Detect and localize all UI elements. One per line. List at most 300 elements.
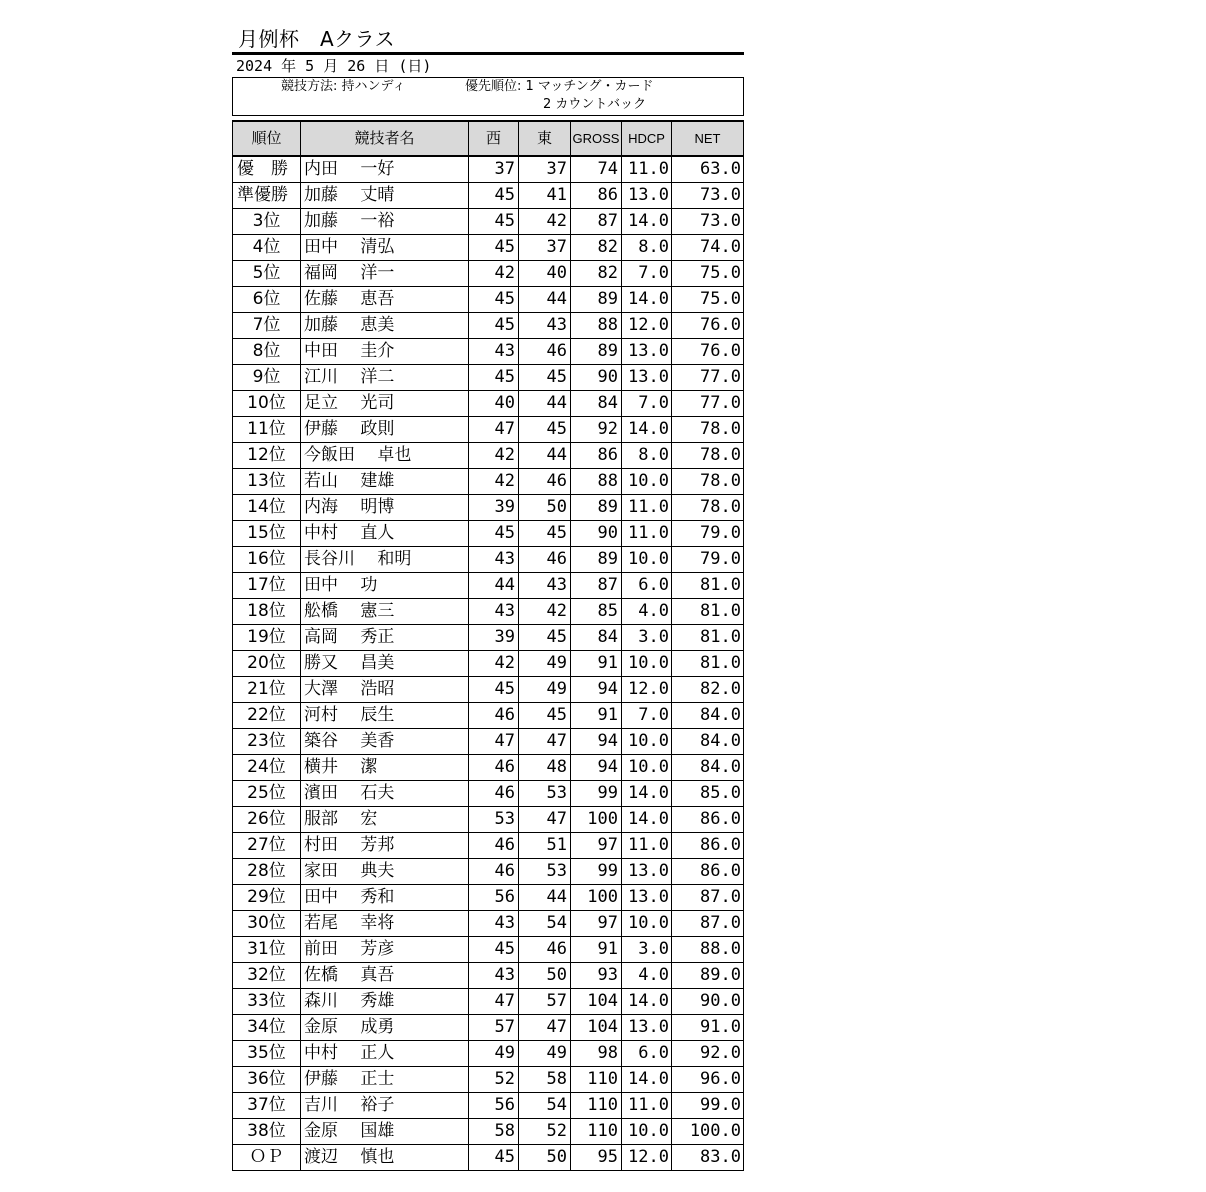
handicap-cell: 13.0 — [622, 339, 672, 365]
east-score-cell: 46 — [519, 469, 571, 495]
rank-cell: 優 勝 — [233, 156, 301, 183]
east-score-cell: 48 — [519, 755, 571, 781]
col-header-gross: GROSS — [571, 121, 622, 156]
table-row — [233, 209, 744, 235]
west-score-cell: 47 — [469, 417, 519, 443]
west-score-cell: 45 — [469, 183, 519, 209]
east-score-cell: 44 — [519, 391, 571, 417]
rank-cell: 20位 — [233, 651, 301, 677]
name-cell: 加藤 恵美 — [301, 313, 469, 339]
name-cell: 佐藤 恵吾 — [301, 287, 469, 313]
east-score-cell: 42 — [519, 599, 571, 625]
net-score-cell: 86.0 — [672, 807, 744, 833]
west-score-cell: 45 — [469, 937, 519, 963]
table-row — [233, 651, 744, 677]
table-row — [233, 833, 744, 859]
rank-cell: 28位 — [233, 859, 301, 885]
rank-cell: 3位 — [233, 209, 301, 235]
table-row — [233, 781, 744, 807]
east-score-cell: 40 — [519, 261, 571, 287]
rank-cell: 16位 — [233, 547, 301, 573]
west-score-cell: 46 — [469, 755, 519, 781]
gross-score-cell: 89 — [571, 495, 622, 521]
name-cell: 今飯田 卓也 — [301, 443, 469, 469]
col-header-hdcp: HDCP — [622, 121, 672, 156]
gross-score-cell: 95 — [571, 1145, 622, 1171]
rank-cell: 15位 — [233, 521, 301, 547]
net-score-cell: 76.0 — [672, 313, 744, 339]
handicap-cell: 6.0 — [622, 573, 672, 599]
table-row — [233, 1015, 744, 1041]
name-cell: 高岡 秀正 — [301, 625, 469, 651]
name-cell: 前田 芳彦 — [301, 937, 469, 963]
gross-score-cell: 94 — [571, 755, 622, 781]
east-score-cell: 45 — [519, 417, 571, 443]
gross-score-cell: 94 — [571, 729, 622, 755]
name-cell: 江川 洋二 — [301, 365, 469, 391]
name-cell: 村田 芳邦 — [301, 833, 469, 859]
net-score-cell: 78.0 — [672, 417, 744, 443]
name-cell: 伊藤 政則 — [301, 417, 469, 443]
east-score-cell: 45 — [519, 521, 571, 547]
gross-score-cell: 92 — [571, 417, 622, 443]
handicap-cell: 12.0 — [622, 677, 672, 703]
rank-cell: 12位 — [233, 443, 301, 469]
handicap-cell: 11.0 — [622, 1093, 672, 1119]
rank-cell: 準優勝 — [233, 183, 301, 209]
gross-score-cell: 89 — [571, 547, 622, 573]
east-score-cell: 42 — [519, 209, 571, 235]
gross-score-cell: 100 — [571, 885, 622, 911]
east-score-cell: 44 — [519, 885, 571, 911]
gross-score-cell: 84 — [571, 625, 622, 651]
gross-score-cell: 88 — [571, 313, 622, 339]
east-score-cell: 50 — [519, 1145, 571, 1171]
table-row — [233, 391, 744, 417]
rank-cell: 31位 — [233, 937, 301, 963]
handicap-cell: 3.0 — [622, 625, 672, 651]
table-row — [233, 729, 744, 755]
east-score-cell: 37 — [519, 156, 571, 183]
gross-score-cell: 88 — [571, 469, 622, 495]
gross-score-cell: 74 — [571, 156, 622, 183]
name-cell: 金原 国雄 — [301, 1119, 469, 1145]
name-cell: 加藤 丈晴 — [301, 183, 469, 209]
priority-line-1: 優先順位: 1 マッチング・カード — [465, 79, 654, 94]
rank-cell: 11位 — [233, 417, 301, 443]
results-table — [232, 120, 744, 1171]
rank-cell: 38位 — [233, 1119, 301, 1145]
handicap-cell: 10.0 — [622, 911, 672, 937]
handicap-cell: 13.0 — [622, 1015, 672, 1041]
table-row — [233, 911, 744, 937]
rank-cell: 30位 — [233, 911, 301, 937]
east-score-cell: 50 — [519, 495, 571, 521]
east-score-cell: 53 — [519, 859, 571, 885]
rank-cell: 37位 — [233, 1093, 301, 1119]
east-score-cell: 54 — [519, 911, 571, 937]
gross-score-cell: 104 — [571, 989, 622, 1015]
net-score-cell: 87.0 — [672, 911, 744, 937]
col-header-name: 競技者名 — [301, 121, 469, 156]
table-row — [233, 443, 744, 469]
gross-score-cell: 110 — [571, 1067, 622, 1093]
handicap-cell: 13.0 — [622, 885, 672, 911]
table-row — [233, 573, 744, 599]
west-score-cell: 52 — [469, 1067, 519, 1093]
table-row — [233, 989, 744, 1015]
east-score-cell: 46 — [519, 339, 571, 365]
name-cell: 吉川 裕子 — [301, 1093, 469, 1119]
net-score-cell: 77.0 — [672, 391, 744, 417]
name-cell: 若山 建雄 — [301, 469, 469, 495]
col-header-rank: 順位 — [233, 121, 301, 156]
west-score-cell: 42 — [469, 261, 519, 287]
table-row — [233, 1093, 744, 1119]
rank-cell: 36位 — [233, 1067, 301, 1093]
handicap-cell: 11.0 — [622, 495, 672, 521]
net-score-cell: 89.0 — [672, 963, 744, 989]
gross-score-cell: 104 — [571, 1015, 622, 1041]
east-score-cell: 46 — [519, 937, 571, 963]
gross-score-cell: 91 — [571, 651, 622, 677]
page-title: 月例杯 Aクラス — [238, 27, 396, 51]
net-score-cell: 75.0 — [672, 261, 744, 287]
name-cell: 勝又 昌美 — [301, 651, 469, 677]
name-cell: 舩橋 憲三 — [301, 599, 469, 625]
rank-cell: 8位 — [233, 339, 301, 365]
net-score-cell: 77.0 — [672, 365, 744, 391]
results-sheet — [232, 26, 744, 1171]
table-row — [233, 625, 744, 651]
handicap-cell: 10.0 — [622, 469, 672, 495]
handicap-cell: 8.0 — [622, 235, 672, 261]
competition-method: 競技方法: 持ハンディ — [281, 79, 406, 94]
handicap-cell: 14.0 — [622, 209, 672, 235]
east-score-cell: 51 — [519, 833, 571, 859]
handicap-cell: 11.0 — [622, 833, 672, 859]
rank-cell: 18位 — [233, 599, 301, 625]
west-score-cell: 46 — [469, 703, 519, 729]
handicap-cell: 7.0 — [622, 391, 672, 417]
handicap-cell: 14.0 — [622, 417, 672, 443]
net-score-cell: 99.0 — [672, 1093, 744, 1119]
rank-cell: 9位 — [233, 365, 301, 391]
handicap-cell: 11.0 — [622, 521, 672, 547]
rules-box — [232, 77, 744, 116]
net-score-cell: 91.0 — [672, 1015, 744, 1041]
handicap-cell: 4.0 — [622, 599, 672, 625]
handicap-cell: 14.0 — [622, 807, 672, 833]
header-row — [233, 121, 744, 156]
table-row — [233, 807, 744, 833]
west-score-cell: 44 — [469, 573, 519, 599]
handicap-cell: 10.0 — [622, 729, 672, 755]
west-score-cell: 46 — [469, 833, 519, 859]
east-score-cell: 58 — [519, 1067, 571, 1093]
col-header-east: 東 — [519, 121, 571, 156]
table-row — [233, 365, 744, 391]
east-score-cell: 43 — [519, 313, 571, 339]
net-score-cell: 86.0 — [672, 833, 744, 859]
rank-cell: 29位 — [233, 885, 301, 911]
net-score-cell: 96.0 — [672, 1067, 744, 1093]
east-score-cell: 53 — [519, 781, 571, 807]
west-score-cell: 45 — [469, 365, 519, 391]
east-score-cell: 49 — [519, 1041, 571, 1067]
table-row — [233, 1041, 744, 1067]
table-row — [233, 963, 744, 989]
net-score-cell: 78.0 — [672, 495, 744, 521]
name-cell: 長谷川 和明 — [301, 547, 469, 573]
net-score-cell: 75.0 — [672, 287, 744, 313]
rank-cell: 24位 — [233, 755, 301, 781]
west-score-cell: 37 — [469, 156, 519, 183]
east-score-cell: 46 — [519, 547, 571, 573]
handicap-cell: 13.0 — [622, 859, 672, 885]
net-score-cell: 87.0 — [672, 885, 744, 911]
gross-score-cell: 91 — [571, 937, 622, 963]
west-score-cell: 45 — [469, 521, 519, 547]
table-row — [233, 339, 744, 365]
east-score-cell: 44 — [519, 443, 571, 469]
net-score-cell: 88.0 — [672, 937, 744, 963]
east-score-cell: 37 — [519, 235, 571, 261]
east-score-cell: 47 — [519, 729, 571, 755]
col-header-west: 西 — [469, 121, 519, 156]
event-date: 2024 年 5 月 26 日 (日) — [236, 57, 432, 75]
gross-score-cell: 90 — [571, 521, 622, 547]
east-score-cell: 47 — [519, 1015, 571, 1041]
west-score-cell: 45 — [469, 1145, 519, 1171]
handicap-cell: 13.0 — [622, 365, 672, 391]
name-cell: 田中 功 — [301, 573, 469, 599]
west-score-cell: 47 — [469, 729, 519, 755]
west-score-cell: 56 — [469, 1093, 519, 1119]
handicap-cell: 14.0 — [622, 989, 672, 1015]
west-score-cell: 42 — [469, 469, 519, 495]
handicap-cell: 7.0 — [622, 703, 672, 729]
rank-cell: 14位 — [233, 495, 301, 521]
table-row — [233, 1145, 744, 1171]
gross-score-cell: 89 — [571, 287, 622, 313]
gross-score-cell: 91 — [571, 703, 622, 729]
east-score-cell: 45 — [519, 703, 571, 729]
gross-score-cell: 110 — [571, 1119, 622, 1145]
west-score-cell: 56 — [469, 885, 519, 911]
west-score-cell: 45 — [469, 677, 519, 703]
name-cell: 横井 潔 — [301, 755, 469, 781]
table-row — [233, 235, 744, 261]
rank-cell: 27位 — [233, 833, 301, 859]
net-score-cell: 81.0 — [672, 599, 744, 625]
rank-cell: 19位 — [233, 625, 301, 651]
handicap-cell: 14.0 — [622, 781, 672, 807]
table-row — [233, 469, 744, 495]
net-score-cell: 83.0 — [672, 1145, 744, 1171]
west-score-cell: 43 — [469, 339, 519, 365]
rank-cell: 6位 — [233, 287, 301, 313]
rank-cell: 21位 — [233, 677, 301, 703]
gross-score-cell: 82 — [571, 261, 622, 287]
net-score-cell: 81.0 — [672, 651, 744, 677]
name-cell: 渡辺 慎也 — [301, 1145, 469, 1171]
west-score-cell: 42 — [469, 443, 519, 469]
name-cell: 築谷 美香 — [301, 729, 469, 755]
handicap-cell: 10.0 — [622, 651, 672, 677]
net-score-cell: 76.0 — [672, 339, 744, 365]
gross-score-cell: 99 — [571, 859, 622, 885]
name-cell: 服部 宏 — [301, 807, 469, 833]
net-score-cell: 63.0 — [672, 156, 744, 183]
name-cell: 大澤 浩昭 — [301, 677, 469, 703]
gross-score-cell: 86 — [571, 443, 622, 469]
net-score-cell: 84.0 — [672, 729, 744, 755]
gross-score-cell: 87 — [571, 209, 622, 235]
rank-cell: 35位 — [233, 1041, 301, 1067]
net-score-cell: 78.0 — [672, 443, 744, 469]
name-cell: 濱田 石夫 — [301, 781, 469, 807]
net-score-cell: 73.0 — [672, 183, 744, 209]
net-score-cell: 74.0 — [672, 235, 744, 261]
table-row — [233, 677, 744, 703]
net-score-cell: 81.0 — [672, 573, 744, 599]
east-score-cell: 44 — [519, 287, 571, 313]
table-row — [233, 755, 744, 781]
rank-cell: ＯＰ — [233, 1145, 301, 1171]
table-row — [233, 937, 744, 963]
handicap-cell: 10.0 — [622, 755, 672, 781]
name-cell: 金原 成勇 — [301, 1015, 469, 1041]
name-cell: 伊藤 正士 — [301, 1067, 469, 1093]
handicap-cell: 10.0 — [622, 547, 672, 573]
west-score-cell: 43 — [469, 599, 519, 625]
gross-score-cell: 90 — [571, 365, 622, 391]
west-score-cell: 49 — [469, 1041, 519, 1067]
gross-score-cell: 87 — [571, 573, 622, 599]
east-score-cell: 52 — [519, 1119, 571, 1145]
net-score-cell: 90.0 — [672, 989, 744, 1015]
east-score-cell: 49 — [519, 677, 571, 703]
rank-cell: 33位 — [233, 989, 301, 1015]
net-score-cell: 78.0 — [672, 469, 744, 495]
gross-score-cell: 86 — [571, 183, 622, 209]
name-cell: 河村 辰生 — [301, 703, 469, 729]
name-cell: 中田 圭介 — [301, 339, 469, 365]
table-row — [233, 703, 744, 729]
net-score-cell: 85.0 — [672, 781, 744, 807]
net-score-cell: 79.0 — [672, 521, 744, 547]
net-score-cell: 73.0 — [672, 209, 744, 235]
priority-line-2: 2 カウントバック — [543, 97, 647, 112]
west-score-cell: 42 — [469, 651, 519, 677]
gross-score-cell: 82 — [571, 235, 622, 261]
west-score-cell: 43 — [469, 963, 519, 989]
table-row — [233, 885, 744, 911]
name-cell: 内田 一好 — [301, 156, 469, 183]
rank-cell: 17位 — [233, 573, 301, 599]
west-score-cell: 45 — [469, 235, 519, 261]
name-cell: 福岡 洋一 — [301, 261, 469, 287]
name-cell: 田中 秀和 — [301, 885, 469, 911]
name-cell: 田中 清弘 — [301, 235, 469, 261]
net-score-cell: 79.0 — [672, 547, 744, 573]
net-score-cell: 82.0 — [672, 677, 744, 703]
name-cell: 内海 明博 — [301, 495, 469, 521]
name-cell: 中村 正人 — [301, 1041, 469, 1067]
table-row — [233, 1067, 744, 1093]
handicap-cell: 14.0 — [622, 1067, 672, 1093]
west-score-cell: 57 — [469, 1015, 519, 1041]
name-cell: 足立 光司 — [301, 391, 469, 417]
table-row — [233, 521, 744, 547]
handicap-cell: 10.0 — [622, 1119, 672, 1145]
table-row — [233, 599, 744, 625]
rank-cell: 10位 — [233, 391, 301, 417]
east-score-cell: 49 — [519, 651, 571, 677]
east-score-cell: 43 — [519, 573, 571, 599]
gross-score-cell: 93 — [571, 963, 622, 989]
east-score-cell: 54 — [519, 1093, 571, 1119]
net-score-cell: 84.0 — [672, 703, 744, 729]
east-score-cell: 47 — [519, 807, 571, 833]
rank-cell: 25位 — [233, 781, 301, 807]
table-row — [233, 495, 744, 521]
west-score-cell: 53 — [469, 807, 519, 833]
gross-score-cell: 97 — [571, 833, 622, 859]
net-score-cell: 84.0 — [672, 755, 744, 781]
gross-score-cell: 100 — [571, 807, 622, 833]
gross-score-cell: 99 — [571, 781, 622, 807]
handicap-cell: 3.0 — [622, 937, 672, 963]
rank-cell: 5位 — [233, 261, 301, 287]
west-score-cell: 43 — [469, 547, 519, 573]
table-row — [233, 313, 744, 339]
net-score-cell: 100.0 — [672, 1119, 744, 1145]
rank-cell: 7位 — [233, 313, 301, 339]
table-row — [233, 1119, 744, 1145]
gross-score-cell: 89 — [571, 339, 622, 365]
handicap-cell: 12.0 — [622, 313, 672, 339]
name-cell: 森川 秀雄 — [301, 989, 469, 1015]
west-score-cell: 39 — [469, 495, 519, 521]
gross-score-cell: 85 — [571, 599, 622, 625]
west-score-cell: 45 — [469, 209, 519, 235]
name-cell: 加藤 一裕 — [301, 209, 469, 235]
col-header-net: NET — [672, 121, 744, 156]
rank-cell: 23位 — [233, 729, 301, 755]
handicap-cell: 11.0 — [622, 156, 672, 183]
west-score-cell: 45 — [469, 313, 519, 339]
handicap-cell: 6.0 — [622, 1041, 672, 1067]
handicap-cell: 8.0 — [622, 443, 672, 469]
rank-cell: 13位 — [233, 469, 301, 495]
east-score-cell: 45 — [519, 365, 571, 391]
handicap-cell: 13.0 — [622, 183, 672, 209]
table-row — [233, 183, 744, 209]
gross-score-cell: 98 — [571, 1041, 622, 1067]
net-score-cell: 92.0 — [672, 1041, 744, 1067]
name-cell: 中村 直人 — [301, 521, 469, 547]
gross-score-cell: 84 — [571, 391, 622, 417]
table-row — [233, 417, 744, 443]
gross-score-cell: 94 — [571, 677, 622, 703]
rank-cell: 26位 — [233, 807, 301, 833]
table-row — [233, 287, 744, 313]
name-cell: 若尾 幸将 — [301, 911, 469, 937]
west-score-cell: 39 — [469, 625, 519, 651]
rank-cell: 22位 — [233, 703, 301, 729]
